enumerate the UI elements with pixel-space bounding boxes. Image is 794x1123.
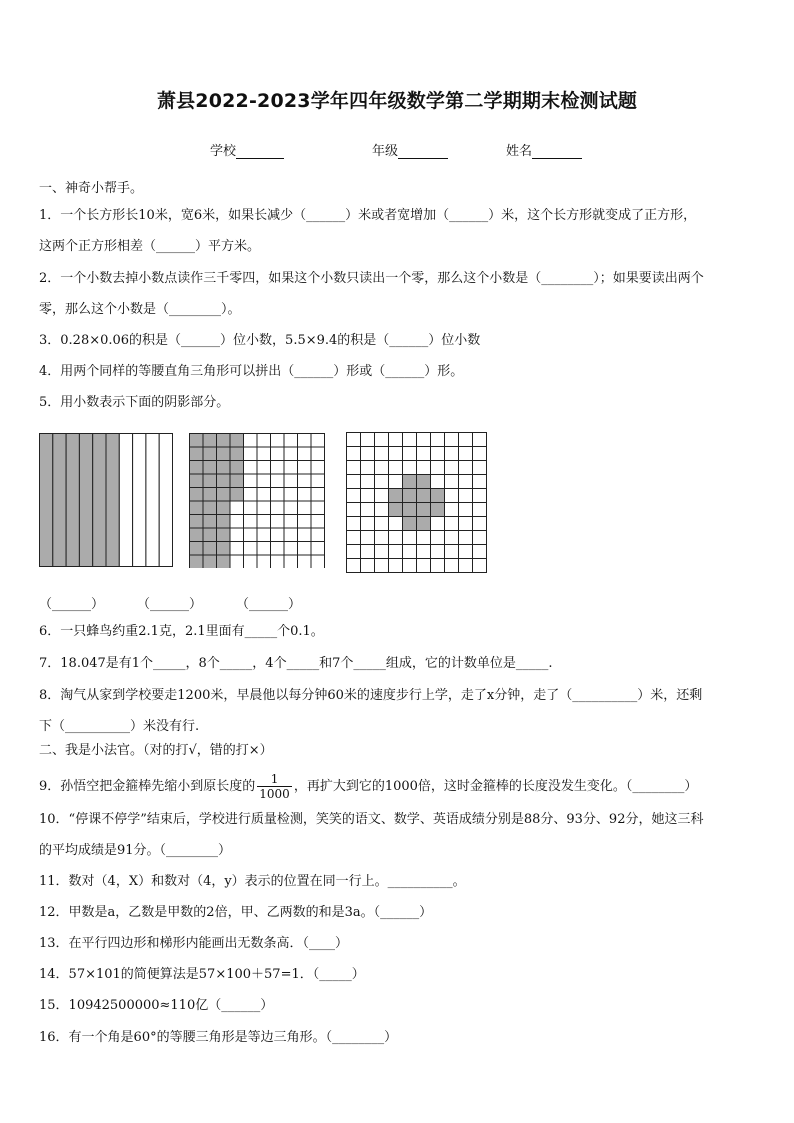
- grid-cell: [311, 515, 325, 529]
- grade-blank[interactable]: [398, 144, 448, 159]
- q5-answer-1[interactable]: （______）: [39, 597, 105, 612]
- grid-cell: [417, 545, 431, 559]
- grid-cell: [431, 517, 445, 531]
- question-2-line1: 2．一个小数去掉小数点读作三千零四，如果这个小数只读出一个零，那么这个小数是（________）；如果要读出两个: [39, 271, 704, 286]
- grid-cell: [389, 447, 403, 461]
- grid-cell: [203, 488, 217, 502]
- grid-cell: [389, 433, 403, 447]
- grid-cell: [203, 447, 217, 461]
- grid-cell: [257, 528, 271, 542]
- grid-cell: [403, 559, 417, 573]
- grid-cell: [347, 545, 361, 559]
- grid-cell: [361, 559, 375, 573]
- q5-answer-2[interactable]: （______）: [137, 597, 203, 612]
- grid-cell: [389, 559, 403, 573]
- grid-cell: [347, 531, 361, 545]
- grid-cell: [347, 461, 361, 475]
- grid-cell: [203, 474, 217, 488]
- grid-cell: [431, 503, 445, 517]
- grid-cell: [361, 489, 375, 503]
- grid-cell: [257, 542, 271, 556]
- grid-cell: [403, 545, 417, 559]
- grid-cell: [431, 447, 445, 461]
- grid-cell: [389, 531, 403, 545]
- grid-cell: [203, 461, 217, 475]
- grid-cell: [403, 489, 417, 503]
- grid-cell: [445, 517, 459, 531]
- grid-cell: [403, 447, 417, 461]
- grid-cell: [417, 447, 431, 461]
- grid-cell: [347, 447, 361, 461]
- grid-cell: [217, 542, 231, 556]
- name-label: 姓名: [506, 144, 533, 159]
- grid-cell: [311, 542, 325, 556]
- grid-cell: [311, 461, 325, 475]
- grid-cell: [217, 434, 231, 448]
- strip-cell: [159, 434, 172, 567]
- grid-cell: [473, 461, 487, 475]
- grid-cell: [284, 434, 298, 448]
- q9-fraction-numerator: 1: [270, 772, 279, 786]
- grid-cell: [284, 488, 298, 502]
- grid-cell: [361, 503, 375, 517]
- section1-heading: 一、神奇小帮手。: [39, 181, 144, 196]
- grid-cell: [244, 447, 258, 461]
- figure-grid-plus-shape: [346, 432, 487, 573]
- grid-cell: [311, 474, 325, 488]
- grid-cell: [473, 559, 487, 573]
- grid-cell: [190, 542, 204, 556]
- grid-cell: [298, 447, 312, 461]
- q9-text-before: 9．孙悟空把金箍棒先缩小到原长度的: [39, 779, 256, 794]
- question-10-line1: 10．“停课不停学”结束后，学校进行质量检测，笑笑的语文、数学、英语成绩分别是88分、93分、92分，她这三科: [39, 812, 704, 827]
- grid-cell: [473, 489, 487, 503]
- grid-cell: [230, 555, 244, 568]
- grid-cell: [459, 531, 473, 545]
- question-8-line2: 下（__________）米没有行.: [39, 719, 200, 734]
- grid-cell: [203, 528, 217, 542]
- grid-cell: [217, 488, 231, 502]
- grid-cell: [311, 501, 325, 515]
- grid-cell: [217, 555, 231, 568]
- grid-cell: [445, 503, 459, 517]
- grid-cell: [347, 559, 361, 573]
- grid-cell: [403, 531, 417, 545]
- grid-cell: [375, 503, 389, 517]
- grid-cell: [375, 531, 389, 545]
- question-14: 14．57×101的简便算法是57×100＋57=1．（_____）: [39, 967, 365, 982]
- grid-cell: [190, 501, 204, 515]
- grid-cell: [230, 501, 244, 515]
- grid-cell: [257, 461, 271, 475]
- grid-cell: [459, 447, 473, 461]
- grid-cell: [298, 528, 312, 542]
- grid-cell: [389, 545, 403, 559]
- grid-cell: [375, 545, 389, 559]
- grid-cell: [284, 461, 298, 475]
- question-1-line1: 1．一个长方形长10米，宽6米，如果长减少（______）米或者宽增加（______）米，这个长方形就变成了正方形，: [39, 208, 697, 223]
- grid-cell: [473, 503, 487, 517]
- grid-cell: [244, 434, 258, 448]
- grid-cell: [361, 545, 375, 559]
- grid-cell: [417, 517, 431, 531]
- question-10-line2: 的平均成绩是91分。（________）: [39, 843, 232, 858]
- section2-heading: 二、我是小法官。（对的打√，错的打×）: [39, 743, 273, 758]
- grid-cell: [271, 488, 285, 502]
- grid-cell: [459, 503, 473, 517]
- grid-cell: [244, 555, 258, 568]
- grid-cell: [417, 461, 431, 475]
- strip-cell: [40, 434, 53, 567]
- grid-cell: [473, 531, 487, 545]
- grid-cell: [230, 515, 244, 529]
- grid-cell: [375, 559, 389, 573]
- grid-cell: [257, 515, 271, 529]
- question-12: 12．甲数是a，乙数是甲数的2倍，甲、乙两数的和是3a。（______）: [39, 905, 433, 920]
- grid-cell: [403, 475, 417, 489]
- grid-cell: [417, 475, 431, 489]
- grid-cell: [459, 559, 473, 573]
- grid-cell: [298, 434, 312, 448]
- grid-cell: [230, 528, 244, 542]
- grid-cell: [361, 475, 375, 489]
- grid-cell: [271, 434, 285, 448]
- page-title: 萧县2022-2023学年四年级数学第二学期期末检测试题: [156, 90, 638, 112]
- grid-cell: [347, 503, 361, 517]
- question-1-line2: 这两个正方形相差（______）平方米。: [39, 239, 261, 254]
- grid-cell: [230, 488, 244, 502]
- grid-cell: [190, 461, 204, 475]
- grid-cell: [311, 488, 325, 502]
- question-4: 4．用两个同样的等腰直角三角形可以拼出（______）形或（______）形。: [39, 364, 464, 379]
- grid-cell: [431, 433, 445, 447]
- q9-fraction-denominator: 1000: [259, 787, 290, 801]
- grid-cell: [473, 517, 487, 531]
- grid-cell: [298, 555, 312, 568]
- grid-cell: [257, 434, 271, 448]
- grid-cell: [459, 433, 473, 447]
- grid-cell: [217, 515, 231, 529]
- question-11: 11．数对（4，X）和数对（4，y）表示的位置在同一行上。__________。: [39, 874, 466, 889]
- name-blank[interactable]: [532, 144, 582, 159]
- grid-cell: [459, 489, 473, 503]
- grid-cell: [473, 433, 487, 447]
- grid-cell: [298, 515, 312, 529]
- grid-cell: [431, 531, 445, 545]
- grid-cell: [389, 489, 403, 503]
- grid-cell: [217, 461, 231, 475]
- grid-cell: [431, 461, 445, 475]
- grid-cell: [375, 489, 389, 503]
- question-7: 7．18.047是有1个_____，8个_____，4个_____和7个_____组成，它的计数单位是_____.: [39, 656, 553, 671]
- grid-cell: [403, 433, 417, 447]
- grid-cell: [190, 447, 204, 461]
- grid-cell: [257, 488, 271, 502]
- question-3: 3．0.28×0.06的积是（______）位小数，5.5×9.4的积是（______）位小数: [39, 333, 481, 348]
- grid-cell: [311, 555, 325, 568]
- grid-cell: [347, 489, 361, 503]
- grid-cell: [271, 501, 285, 515]
- grid-cell: [459, 517, 473, 531]
- strip-cell: [66, 434, 79, 567]
- grid-cell: [271, 461, 285, 475]
- grid-cell: [347, 475, 361, 489]
- grid-cell: [389, 517, 403, 531]
- grid-cell: [298, 488, 312, 502]
- grid-cell: [271, 542, 285, 556]
- grid-cell: [445, 461, 459, 475]
- question-16: 16．有一个角是60°的等腰三角形是等边三角形。（________）: [39, 1030, 398, 1045]
- grid-cell: [284, 447, 298, 461]
- grid-cell: [417, 559, 431, 573]
- grid-cell: [431, 545, 445, 559]
- strip-cell: [79, 434, 92, 567]
- grade-label: 年级: [372, 144, 399, 159]
- name-field: [506, 140, 582, 159]
- grid-cell: [361, 461, 375, 475]
- grid-cell: [203, 542, 217, 556]
- grid-cell: [190, 528, 204, 542]
- grid-cell: [459, 461, 473, 475]
- strip-cell: [133, 434, 146, 567]
- grid-cell: [298, 501, 312, 515]
- grid-cell: [284, 528, 298, 542]
- grid-cell: [230, 474, 244, 488]
- grid-cell: [459, 475, 473, 489]
- grid-cell: [361, 447, 375, 461]
- q9-text-after: ，再扩大到它的1000倍，这时金箍棒的长度没发生变化。（________）: [293, 779, 698, 794]
- grid-cell: [217, 474, 231, 488]
- grid-cell: [244, 461, 258, 475]
- grid-cell: [190, 555, 204, 568]
- grid-cell: [375, 447, 389, 461]
- grid-cell: [244, 515, 258, 529]
- grid-cell: [403, 517, 417, 531]
- grid-cell: [431, 475, 445, 489]
- grid-cell: [257, 555, 271, 568]
- grid-cell: [403, 461, 417, 475]
- grid-cell: [445, 433, 459, 447]
- grid-cell: [375, 461, 389, 475]
- question-2-line2: 零，那么这个小数是（________）。: [39, 302, 241, 317]
- grid-cell: [203, 434, 217, 448]
- grid-cell: [244, 488, 258, 502]
- school-label: 学校: [210, 144, 237, 159]
- grid-cell: [431, 489, 445, 503]
- grid-cell: [203, 501, 217, 515]
- grid-cell: [257, 501, 271, 515]
- grid-cell: [417, 503, 431, 517]
- strip-cell: [119, 434, 132, 567]
- grid-cell: [190, 515, 204, 529]
- grid-cell: [361, 517, 375, 531]
- question-8-line1: 8．淘气从家到学校要走1200米，早晨他以每分钟60米的速度步行上学，走了x分钟，走了（__________）米，还剩: [39, 688, 703, 703]
- grid-cell: [445, 447, 459, 461]
- grid-cell: [417, 531, 431, 545]
- grid-cell: [217, 501, 231, 515]
- grid-cell: [417, 433, 431, 447]
- grid-cell: [190, 488, 204, 502]
- grid-cell: [389, 461, 403, 475]
- grid-cell: [244, 501, 258, 515]
- grid-cell: [257, 447, 271, 461]
- question-5: 5．用小数表示下面的阴影部分。: [39, 395, 230, 410]
- question-6: 6．一只蜂鸟约重2.1克，2.1里面有_____个0.1。: [39, 624, 324, 639]
- grid-cell: [298, 461, 312, 475]
- grid-cell: [284, 542, 298, 556]
- grid-cell: [271, 528, 285, 542]
- q9-fraction: [257, 772, 292, 801]
- grid-cell: [431, 559, 445, 573]
- grid-cell: [298, 542, 312, 556]
- question-13: 13．在平行四边形和梯形内能画出无数条高．（____）: [39, 936, 349, 951]
- strip-cell: [53, 434, 66, 567]
- school-blank[interactable]: [236, 144, 284, 159]
- grid-cell: [347, 517, 361, 531]
- grid-cell: [445, 489, 459, 503]
- question-15: 15．10942500000≈110亿（______）: [39, 998, 274, 1013]
- grid-cell: [244, 474, 258, 488]
- grid-cell: [230, 461, 244, 475]
- figure-strips: [39, 433, 173, 567]
- grade-field: [372, 140, 448, 159]
- grid-cell: [284, 555, 298, 568]
- grid-cell: [375, 517, 389, 531]
- grid-cell: [244, 528, 258, 542]
- grid-cell: [203, 555, 217, 568]
- grid-cell: [271, 447, 285, 461]
- strip-cell: [146, 434, 159, 567]
- grid-cell: [347, 433, 361, 447]
- grid-cell: [230, 447, 244, 461]
- grid-cell: [389, 475, 403, 489]
- strip-cell: [93, 434, 106, 567]
- grid-cell: [230, 434, 244, 448]
- grid-cell: [445, 545, 459, 559]
- grid-cell: [311, 528, 325, 542]
- strip-cell: [106, 434, 119, 567]
- grid-cell: [361, 433, 375, 447]
- grid-cell: [190, 434, 204, 448]
- grid-cell: [445, 531, 459, 545]
- grid-cell: [311, 447, 325, 461]
- grid-cell: [473, 545, 487, 559]
- grid-cell: [230, 542, 244, 556]
- grid-cell: [271, 515, 285, 529]
- grid-cell: [271, 474, 285, 488]
- grid-cell: [284, 515, 298, 529]
- grid-cell: [445, 559, 459, 573]
- grid-cell: [361, 531, 375, 545]
- grid-cell: [459, 545, 473, 559]
- grid-cell: [271, 555, 285, 568]
- grid-cell: [389, 503, 403, 517]
- grid-cell: [217, 447, 231, 461]
- school-field: [210, 140, 284, 159]
- grid-cell: [445, 475, 459, 489]
- grid-cell: [284, 501, 298, 515]
- grid-cell: [311, 434, 325, 448]
- grid-cell: [244, 542, 258, 556]
- grid-cell: [298, 474, 312, 488]
- grid-cell: [190, 474, 204, 488]
- grid-cell: [473, 447, 487, 461]
- grid-cell: [375, 475, 389, 489]
- grid-cell: [375, 433, 389, 447]
- grid-cell: [473, 475, 487, 489]
- grid-cell: [203, 515, 217, 529]
- grid-cell: [257, 474, 271, 488]
- figure-grid-l-shape: [189, 433, 326, 568]
- grid-cell: [417, 489, 431, 503]
- grid-cell: [217, 528, 231, 542]
- grid-cell: [403, 503, 417, 517]
- grid-cell: [284, 474, 298, 488]
- q5-answer-3[interactable]: （______）: [236, 597, 302, 612]
- question-9: [39, 772, 764, 802]
